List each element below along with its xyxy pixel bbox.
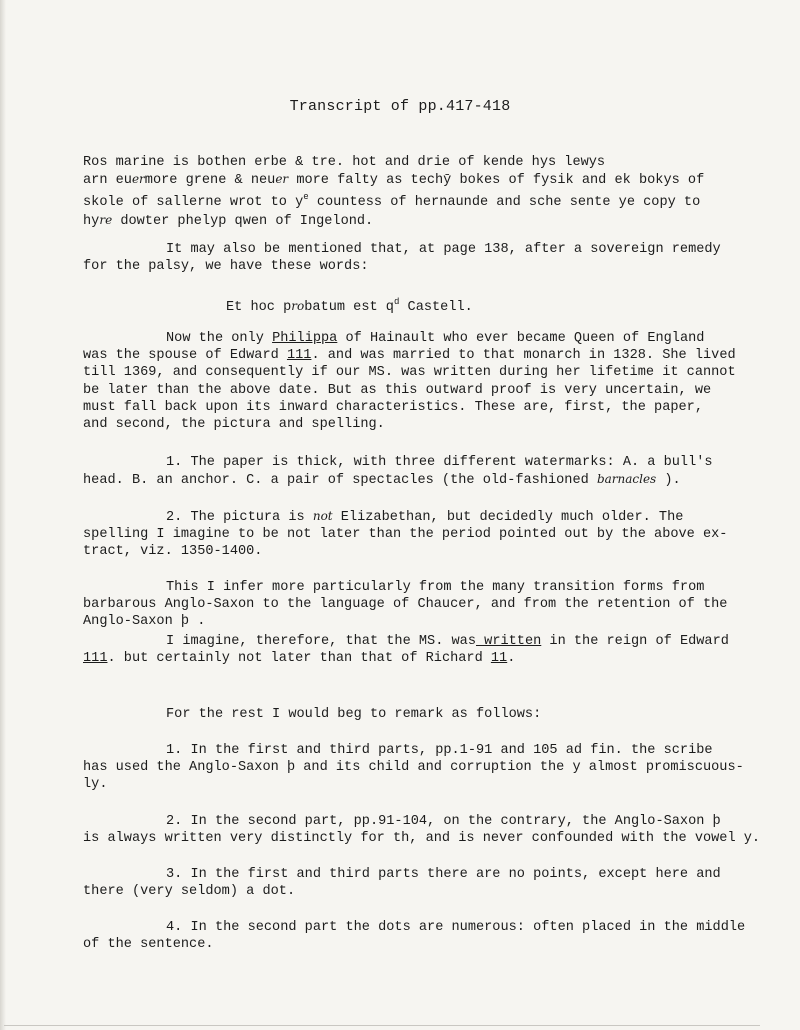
handwritten-insertion: re	[99, 212, 113, 227]
text-run: 2. In the second part, pp.91-104, on the contrary, the Anglo-Saxon þ is always written very distinctly for th, and is never confounded with the vowel y.	[83, 814, 761, 847]
handwritten-insertion: er	[275, 172, 289, 187]
text-run: This I infer more particularly from the many transition forms from barbarous Anglo-Saxon to the language of Chaucer, and from the retention of the Anglo-Saxon þ .	[83, 580, 728, 630]
text-run: 3. In the first and third parts there are no points, except here and there (very seldom) a dot.	[83, 867, 721, 900]
text-run: Castell.	[399, 300, 473, 315]
text-run: Et hoc p	[226, 300, 292, 315]
text-run: dowter phelyp qwen of Ingelond.	[112, 213, 374, 229]
page-bottom-rule	[4, 1025, 760, 1026]
handwritten-insertion: barnacles	[596, 472, 657, 487]
paragraph-pictura	[83, 508, 773, 561]
underlined-numeral: 111	[286, 348, 312, 364]
text-run: 1. The paper is thick, with three different watermarks: A. a bull's head. B. an anchor. C. a pair of spectacles (the old-fashioned	[83, 455, 713, 489]
text-run: of Hainault who ever became Queen of England was the spouse of Edward	[83, 331, 705, 364]
text-run: I imagine, therefore, that the MS. was	[166, 634, 476, 649]
text-run: Elizabethan, but decidedly much older. The spelling I imagine to be not later than the period pointed out by the above ex- tract, viz. 1350-1400.	[83, 510, 728, 560]
text-run: bokes of fysik and ek bokys of skole of sallerne wrot to y	[83, 173, 705, 211]
remark-4	[83, 919, 773, 953]
text-run: ӯ	[443, 173, 452, 189]
text-run: batum est q	[304, 300, 394, 315]
remark-3	[83, 866, 773, 900]
remark-2	[83, 813, 773, 847]
text-run: Now the only	[166, 331, 273, 346]
text-run: .	[507, 651, 516, 667]
remark-1	[83, 742, 773, 794]
text-run: 2. The pictura is	[166, 510, 313, 525]
text-run: It may also be mentioned that, at page 138, after a sovereign remedy for the palsy, we have these words:	[83, 242, 721, 275]
latin-quote	[226, 294, 726, 316]
paragraph-remarks	[83, 706, 773, 723]
page-title: Transcript of pp.417-418	[289, 98, 511, 115]
text-run: more grene & neu	[144, 173, 276, 189]
handwritten-insertion: not	[312, 509, 333, 523]
superscript: d	[393, 297, 400, 307]
underlined-numeral: 111	[83, 651, 108, 667]
text-run: . and was married to that monarch in 1328. She lived till 1369, and consequently if our MS. was written during her lifetime it cannot be later than the above date. But as this outward proof is very uncertain, we must fall back upon its inward characteristics. These are, first, the paper, and second, the pictura and spelling.	[83, 348, 736, 433]
paragraph-philippa	[83, 330, 773, 433]
underlined-numeral: 11	[490, 651, 508, 667]
text-run: For the rest I would beg to remark as follows:	[166, 707, 542, 722]
text-run: countess of hernaunde and sche sente ye copy to hy	[83, 195, 701, 229]
text-run: in the reign of Edward	[549, 634, 729, 649]
text-run: . but certainly not later than that of Richard	[107, 651, 491, 667]
text-run: Ros marine is bothen erbe & tre. hot and drie of kende hys lewys arn eu	[83, 155, 606, 189]
paragraph-paper	[83, 454, 773, 489]
handwritten-insertion: er	[131, 172, 145, 187]
paragraph-palsy	[83, 241, 773, 275]
text-run: ).	[656, 473, 681, 489]
paragraph-rosemary	[83, 154, 773, 230]
text-run: 4. In the second part the dots are numerous: often placed in the middle of the sentence.	[83, 920, 746, 953]
underlined-word: written	[476, 634, 542, 649]
underlined-name: Philippa	[272, 331, 338, 346]
text-run: more falty as tech	[288, 173, 444, 189]
superscript: e	[303, 192, 309, 203]
paragraph-reign	[83, 633, 773, 667]
page-edge-shadow	[0, 0, 6, 1030]
handwritten-insertion: ro	[291, 299, 305, 313]
paragraph-transition	[83, 579, 773, 631]
text-run: 1. In the first and third parts, pp.1-91 and 105 ad fin. the scribe has used the Anglo-Saxon þ and its child and corruption the y almost promiscuous- ly.	[83, 743, 744, 793]
